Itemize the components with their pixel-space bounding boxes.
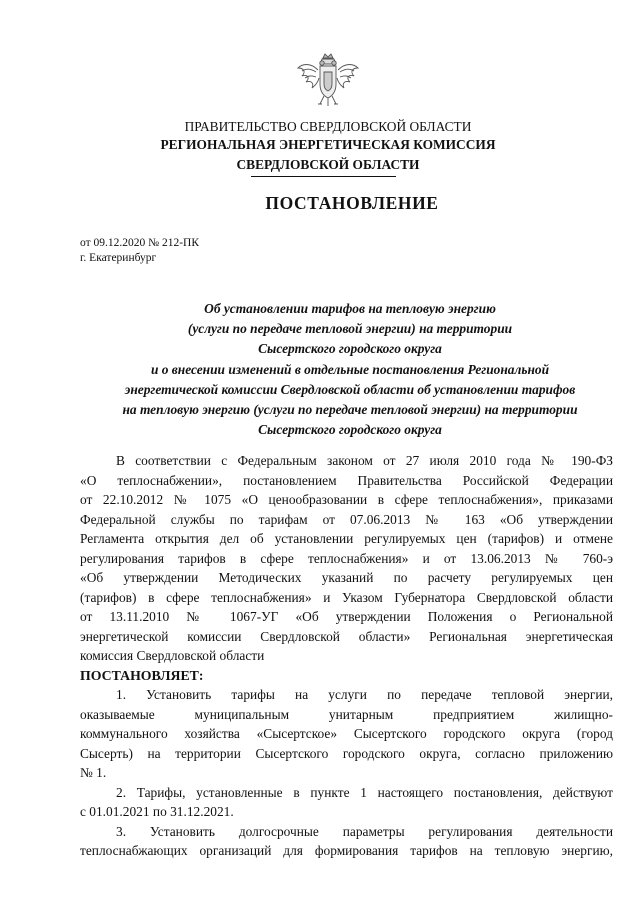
title-line: на тепловую энергию (услуги по передаче тепловой энергии) на территории — [122, 402, 578, 418]
government-name: ПРАВИТЕЛЬСТВО СВЕРДЛОВСКОЙ ОБЛАСТИ — [184, 119, 472, 134]
title-line: энергетической комиссии Свердловской области об установлении тарифов — [124, 381, 576, 397]
body-line: от 13.11.2010 № 1067-УГ «Об утверждении Положения о Региональной — [80, 609, 613, 624]
document-type: ПОСТАНОВЛЕНИЕ — [265, 193, 439, 213]
body-line: с 01.01.2021 по 31.12.2021. — [80, 804, 234, 819]
item-3-paragraph — [80, 822, 613, 861]
item-1-paragraph — [80, 685, 613, 783]
body-line: В соответствии с Федеральным законом от 27 июля 2010 года № 190-ФЗ — [116, 453, 613, 468]
title-line: Об установлении тарифов на тепловую энергию — [204, 301, 496, 316]
body-line: 1. Установить тарифы на услуги по передаче тепловой энергии, — [116, 687, 613, 702]
body-line: Регламента открытия дел об установлении регулируемых цен (тарифов) и отмене — [80, 531, 613, 546]
body-line: оказываемые муниципальным унитарным предприятием жилищно- — [80, 706, 613, 722]
document-body — [80, 451, 613, 861]
title-line: Сысертского городского округа — [258, 422, 442, 438]
title-line: Сысертского городского округа — [258, 341, 442, 357]
document-city: г. Екатеринбург — [80, 252, 157, 264]
body-line: Федеральной службы по тарифам от 07.06.2013 № 163 «Об утверждении — [80, 511, 613, 527]
item-2-paragraph — [80, 783, 613, 822]
body-line: «О теплоснабжении», постановлением Правительства Российской Федерации — [80, 472, 613, 488]
coat-of-arms-icon — [296, 52, 360, 110]
body-line: теплоснабжающих организаций для формирования тарифов на тепловую энергию, — [80, 843, 613, 858]
commission-name: РЕГИОНАЛЬНАЯ ЭНЕРГЕТИЧЕСКАЯ КОМИССИЯ — [160, 137, 496, 152]
body-line: Сысерть) на территории Сысертского городского округа, согласно приложению — [80, 745, 613, 761]
body-line: регулирования тарифов в сфере теплоснабжения» и от 13.06.2013 № 760-э — [80, 550, 613, 566]
body-line: от 22.10.2012 № 1075 «О ценообразовании в сфере теплоснабжения», приказами — [80, 492, 613, 507]
title-line: и о внесении изменений в отдельные постановления Региональной — [150, 361, 550, 377]
body-line: коммунального хозяйства «Сысертское» Сысертского городского округа (город — [80, 726, 613, 741]
body-line: (тарифов) в сфере теплоснабжения» и Указом Губернатора Свердловской области — [80, 589, 613, 605]
document-date-number: от 09.12.2020 № 212-ПК — [80, 237, 200, 249]
document-title — [60, 299, 640, 440]
title-line: (услуги по передаче тепловой энергии) на территории — [187, 321, 513, 337]
body-line: 2. Тарифы, установленные в пункте 1 настоящего постановления, действуют — [116, 784, 613, 800]
header-divider — [251, 176, 396, 177]
body-line: энергетической комиссии Свердловской области» Региональная энергетическая — [80, 628, 613, 644]
body-line: комиссия Свердловской области — [80, 648, 265, 663]
preamble-paragraph — [80, 451, 613, 666]
body-line: № 1. — [80, 765, 107, 780]
decree-word: ПОСТАНОВЛЯЕТ: — [80, 667, 204, 683]
body-line: 3. Установить долгосрочные параметры регулирования деятельности — [116, 823, 613, 839]
body-line: «Об утверждении Методических указаний по расчету регулируемых цен — [80, 570, 613, 585]
region-name: СВЕРДЛОВСКОЙ ОБЛАСТИ — [236, 157, 420, 172]
